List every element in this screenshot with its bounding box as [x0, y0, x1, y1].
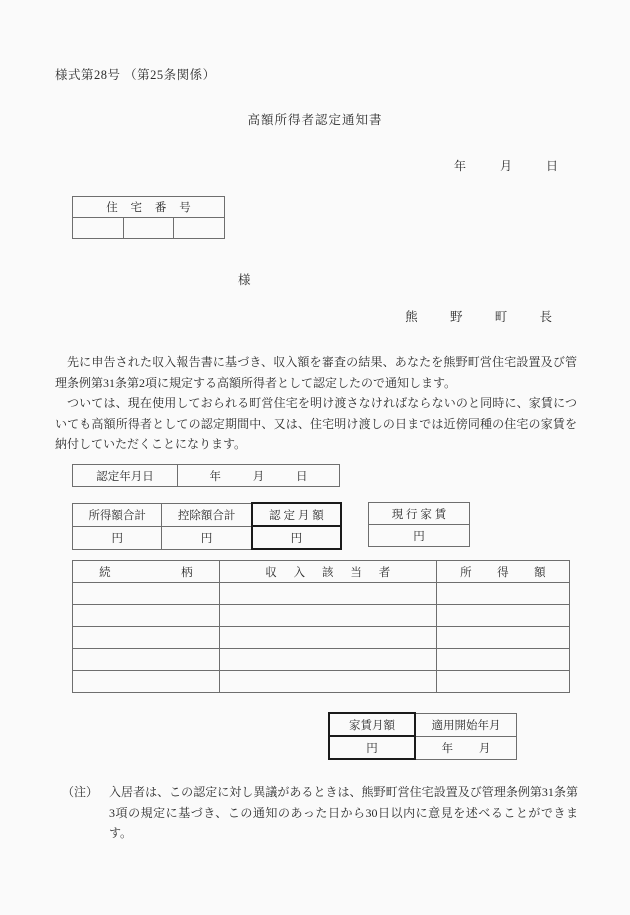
table-row [329, 736, 517, 759]
table-row [73, 671, 570, 693]
certification-date-table [72, 464, 340, 487]
rent-value-start-date[interactable] [415, 736, 517, 759]
income-cell-amount[interactable] [436, 671, 569, 693]
income-cell-amount[interactable] [436, 649, 569, 671]
address-table [72, 196, 225, 239]
income-cell-earner[interactable] [219, 627, 436, 649]
rent-start-year: 年 [441, 742, 454, 755]
issue-date-month: 月 [499, 159, 512, 173]
table-row [73, 649, 570, 671]
income-table [72, 560, 570, 693]
certification-date-value[interactable] [178, 465, 340, 487]
address-cell-3[interactable] [174, 218, 225, 239]
income-header-relationship: 続 柄 [73, 561, 220, 583]
certification-date-label: 認定年月日 [73, 465, 178, 487]
address-cell-1[interactable] [73, 218, 124, 239]
income-header-earner: 収 入 該 当 者 [219, 561, 436, 583]
income-cell-relationship[interactable] [73, 671, 220, 693]
table-row [369, 525, 470, 547]
income-cell-relationship[interactable] [73, 627, 220, 649]
table-row [73, 561, 570, 583]
table-row [73, 526, 342, 549]
issuer-char-3: 町 [494, 310, 508, 324]
cert-year: 年 [209, 470, 221, 483]
footnote [62, 782, 578, 844]
body-paragraph-1: 先に申告された収入報告書に基づき、収入額を審査の結果、あなたを熊野町営住宅設置及び管理条例第31条第2項に規定する高額所得者として認定したので通知します。 [55, 355, 577, 390]
amount-header-income-total: 所得額合計 [73, 503, 162, 526]
body-paragraph-2: ついては、現在使用しておられる町営住宅を明け渡さなければならないのと同時に、家賃についても高額所得者としての認定期間中、又は、住宅明け渡しの日までは近傍同種の住宅の家賃を納付していただくことになります。 [55, 396, 577, 451]
income-cell-relationship[interactable] [73, 583, 220, 605]
income-cell-relationship[interactable] [73, 649, 220, 671]
income-header-amount: 所 得 額 [436, 561, 569, 583]
income-cell-amount[interactable] [436, 627, 569, 649]
rent-start-month: 月 [478, 742, 491, 755]
body-text [55, 352, 577, 455]
issue-date-day: 日 [545, 159, 558, 173]
cert-day: 日 [296, 470, 308, 483]
page-title: 高額所得者認定通知書 [247, 113, 383, 127]
amount-value-income-total[interactable]: 円 [73, 526, 162, 549]
current-rent-header: 現 行 家 賃 [369, 503, 470, 525]
issuer-char-1: 熊 [405, 310, 418, 324]
issuer-char-4: 長 [539, 310, 552, 324]
amount-value-certified-monthly[interactable]: 円 [252, 526, 341, 549]
issue-date-line [454, 157, 558, 174]
amount-value-deduction-total[interactable]: 円 [162, 526, 252, 549]
table-row [329, 713, 517, 736]
amount-header-certified-monthly: 認 定 月 額 [252, 503, 341, 526]
table-row [73, 627, 570, 649]
table-row [73, 583, 570, 605]
address-cell-2[interactable] [123, 218, 174, 239]
income-cell-relationship[interactable] [73, 605, 220, 627]
income-cell-earner[interactable] [219, 671, 436, 693]
table-row [369, 503, 470, 525]
table-row [73, 218, 225, 239]
table-row [73, 197, 225, 218]
footnote-text: 入居者は、この認定に対し異議があるときは、熊野町営住宅設置及び管理条例第31条第3項の規定に基づき、この通知のあった日から30日以内に意見を述べることができます。 [109, 785, 578, 840]
issuer-char-2: 野 [449, 310, 463, 324]
current-rent-table [368, 502, 470, 547]
footnote-label: （注） [62, 785, 99, 799]
rent-table [328, 712, 517, 760]
income-cell-amount[interactable] [436, 583, 569, 605]
income-cell-earner[interactable] [219, 649, 436, 671]
rent-header-start-date: 適用開始年月 [415, 713, 517, 736]
table-row [73, 503, 342, 526]
income-cell-earner[interactable] [219, 583, 436, 605]
issuer-name [405, 307, 552, 325]
income-cell-amount[interactable] [436, 605, 569, 627]
cert-month: 月 [252, 470, 265, 483]
rent-header-monthly-amount: 家賃月額 [329, 713, 415, 736]
form-number: 様式第28号 （第25条関係） [55, 68, 216, 82]
current-rent-value[interactable]: 円 [369, 525, 470, 547]
rent-value-monthly-amount[interactable]: 円 [329, 736, 415, 759]
address-table-header: 住 宅 番 号 [73, 197, 225, 218]
table-row [73, 605, 570, 627]
table-row [73, 465, 340, 487]
income-cell-earner[interactable] [219, 605, 436, 627]
issue-date-year: 年 [453, 159, 466, 173]
amount-table [72, 502, 342, 550]
amount-header-deduction-total: 控除額合計 [162, 503, 252, 526]
recipient-honorific: 様 [238, 273, 251, 287]
